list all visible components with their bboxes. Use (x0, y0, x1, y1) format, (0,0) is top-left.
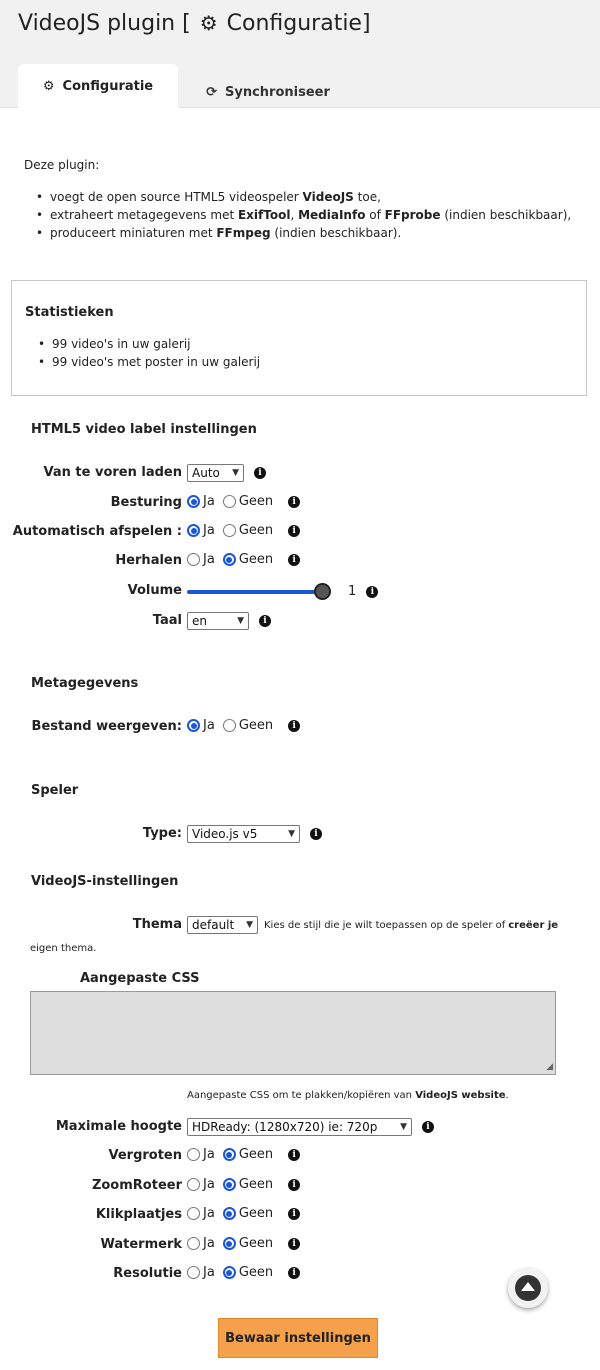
tab-label: Synchroniseer (225, 84, 330, 100)
intro-lead: Deze plugin: (24, 158, 100, 172)
volume-slider-thumb[interactable] (314, 583, 331, 600)
show-file-yes-radio[interactable] (187, 719, 200, 732)
autoplay-yes-radio[interactable] (187, 524, 200, 537)
player-type-label: Type: (142, 826, 182, 841)
custom-css-label: Aangepaste CSS (80, 971, 200, 986)
zoom-yes-radio[interactable] (187, 1148, 200, 1161)
autoplay-no-radio[interactable] (223, 524, 236, 537)
info-icon[interactable]: i (259, 615, 271, 627)
thumbnails-yes-radio[interactable] (187, 1207, 200, 1220)
info-icon[interactable]: i (288, 1149, 300, 1161)
info-icon[interactable]: i (288, 1208, 300, 1220)
title-prefix: VideoJS plugin [ (18, 11, 191, 36)
section-title-videojs: VideoJS-instellingen (31, 874, 179, 889)
autoplay-radio-group: Ja Geen i (187, 523, 300, 538)
custom-css-help: Aangepaste CSS om te plakken/kopiëren van VideoJS website. (187, 1090, 509, 1101)
info-icon[interactable]: i (288, 496, 300, 508)
language-label: Taal (152, 613, 182, 628)
controls-label: Besturing (110, 495, 182, 510)
resolution-label: Resolutie (113, 1266, 182, 1281)
zoom-label: Vergroten (108, 1148, 182, 1163)
controls-radio-group: Ja Geen i (187, 494, 300, 509)
gear-icon: ⚙ (199, 11, 218, 35)
thumbnails-no-radio[interactable] (223, 1207, 236, 1220)
resolution-radio-group: Ja Geen i (187, 1265, 300, 1280)
watermark-yes-radio[interactable] (187, 1237, 200, 1250)
info-icon[interactable]: i (422, 1121, 434, 1133)
theme-help-text: Kies de stijl die je wilt toepassen op de speler of (264, 919, 506, 931)
page-header (0, 0, 600, 108)
theme-help-text-end: eigen thema. (30, 943, 97, 954)
section-title-player: Speler (31, 783, 79, 798)
loop-radio-group: Ja Geen i (187, 552, 300, 567)
list-item: • voegt de open source HTML5 videospeler VideoJS toe, (50, 188, 590, 206)
watermark-label: Watermerk (100, 1237, 182, 1252)
resolution-yes-radio[interactable] (187, 1266, 200, 1279)
statistics-title: Statistieken (25, 305, 114, 320)
volume-slider[interactable] (187, 590, 327, 594)
info-icon[interactable]: i (288, 1179, 300, 1191)
controls-no-radio[interactable] (223, 495, 236, 508)
statistics-list (52, 335, 260, 371)
chevron-down-icon: ▼ (237, 616, 244, 626)
info-icon[interactable]: i (288, 720, 300, 732)
max-height-label: Maximale hoogte (55, 1119, 182, 1134)
zoom-no-radio[interactable] (223, 1148, 236, 1161)
chevron-down-icon: ▼ (246, 920, 253, 930)
list-item: • 99 video's in uw galerij (52, 335, 260, 353)
gear-icon: ⚙ (42, 78, 55, 94)
info-icon[interactable]: i (254, 467, 266, 479)
player-type-select[interactable]: Video.js v5 ▼ (187, 825, 300, 843)
info-icon[interactable]: i (366, 586, 378, 598)
info-icon[interactable]: i (288, 525, 300, 537)
preload-control (187, 464, 266, 482)
loop-yes-radio[interactable] (187, 553, 200, 566)
info-icon[interactable]: i (288, 1267, 300, 1279)
preload-label: Van te voren laden (43, 465, 182, 480)
section-title-metadata: Metagegevens (31, 676, 139, 691)
autoplay-label: Automatisch afspelen : (12, 524, 182, 539)
list-item: • extraheert metagegevens met ExifTool, MediaInfo of FFprobe (indien beschikbaar), (50, 206, 590, 224)
custom-css-textarea[interactable] (30, 991, 556, 1075)
resize-grip-icon[interactable]: ◢ (546, 1062, 553, 1072)
zoomrotate-yes-radio[interactable] (187, 1178, 200, 1191)
volume-label: Volume (127, 583, 182, 598)
tab-synchroniseer[interactable] (188, 70, 348, 114)
page-title (18, 11, 371, 36)
max-height-control (187, 1118, 434, 1136)
language-control (187, 612, 271, 630)
tab-configuratie[interactable] (18, 64, 178, 108)
zoomrotate-radio-group: Ja Geen i (187, 1177, 300, 1192)
theme-label: Thema (132, 917, 182, 932)
scroll-to-top-button[interactable] (508, 1268, 548, 1308)
loop-no-radio[interactable] (223, 553, 236, 566)
save-settings-button[interactable]: Bewaar instellingen (218, 1318, 378, 1358)
show-file-radio-group: Ja Geen i (187, 718, 300, 733)
language-select[interactable]: en ▼ (187, 612, 249, 630)
thumbnails-label: Klikplaatjes (95, 1207, 182, 1222)
show-file-label: Bestand weergeven: (31, 719, 182, 734)
thumbnails-radio-group: Ja Geen i (187, 1206, 300, 1221)
show-file-no-radio[interactable] (223, 719, 236, 732)
zoomrotate-label: ZoomRoteer (91, 1178, 182, 1193)
preload-select[interactable]: Auto ▼ (187, 464, 244, 482)
watermark-no-radio[interactable] (223, 1237, 236, 1250)
loop-label: Herhalen (115, 553, 182, 568)
watermark-radio-group: Ja Geen i (187, 1236, 300, 1251)
statistics-box (11, 280, 587, 396)
volume-value: 1 (348, 584, 357, 599)
info-icon[interactable]: i (310, 828, 322, 840)
chevron-down-icon: ▼ (400, 1122, 407, 1132)
info-icon[interactable]: i (288, 1238, 300, 1250)
refresh-icon: ⟳ (206, 84, 217, 100)
create-theme-link[interactable]: creëer je (508, 919, 559, 931)
intro-section (24, 158, 572, 240)
intro-list (50, 188, 590, 242)
zoomrotate-no-radio[interactable] (223, 1178, 236, 1191)
tab-label: Configuratie (62, 78, 154, 94)
chevron-down-icon: ▼ (232, 468, 239, 478)
player-type-control (187, 825, 322, 843)
zoom-radio-group: Ja Geen i (187, 1147, 300, 1162)
theme-select[interactable]: default ▼ (187, 916, 258, 934)
resolution-no-radio[interactable] (223, 1266, 236, 1279)
section-title-html5: HTML5 video label instellingen (31, 422, 257, 437)
title-suffix: Configuratie] (226, 11, 371, 36)
theme-control (187, 916, 558, 934)
list-item: • 99 video's met poster in uw galerij (52, 353, 260, 371)
volume-control (187, 584, 378, 599)
chevron-down-icon: ▼ (288, 829, 295, 839)
info-icon[interactable]: i (288, 554, 300, 566)
max-height-select[interactable]: HDReady: (1280x720) ie: 720p ▼ (187, 1118, 412, 1136)
arrow-up-icon (515, 1275, 541, 1301)
list-item: • produceert miniaturen met FFmpeg (indien beschikbaar). (50, 224, 590, 242)
controls-yes-radio[interactable] (187, 495, 200, 508)
videojs-website-link[interactable]: VideoJS website (415, 1090, 506, 1101)
